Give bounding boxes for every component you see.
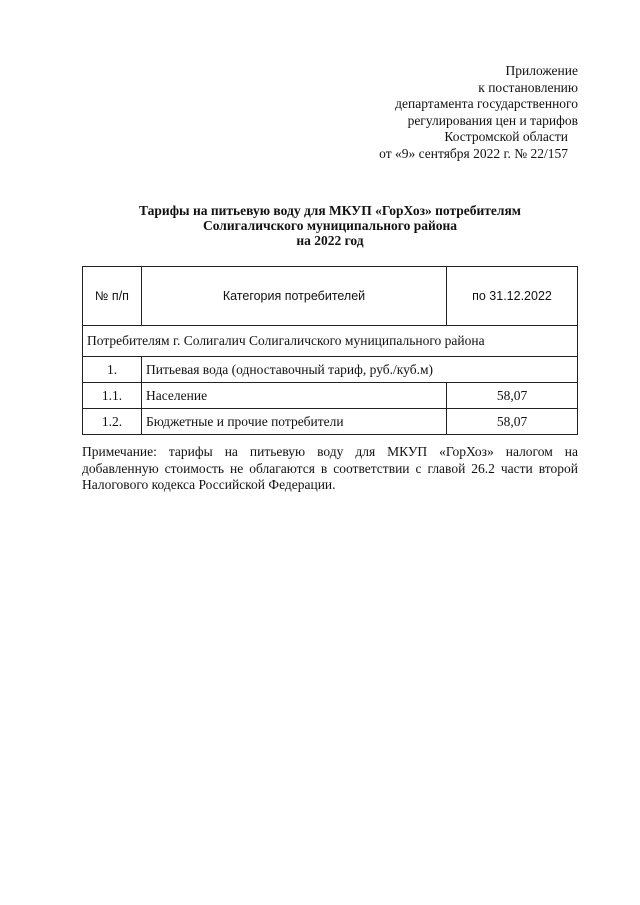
table-row [83, 383, 578, 409]
row-tariff: 58,07 [447, 383, 578, 409]
tariff-table [82, 266, 578, 435]
header-period: по 31.12.2022 [447, 267, 578, 326]
appendix-line: Приложение [505, 63, 578, 78]
table-section-row [83, 326, 578, 357]
row-number: 1.1. [83, 383, 142, 409]
document-title [82, 203, 578, 248]
appendix-line: Костромской области [444, 129, 568, 144]
row-tariff: 58,07 [447, 409, 578, 435]
appendix-line: департамента государственного [395, 96, 578, 111]
table-group-row [83, 357, 578, 383]
row-category: Бюджетные и прочие потребители [142, 409, 447, 435]
section-label: Потребителям г. Солигалич Солигаличского муниципального района [83, 326, 578, 357]
title-line: Солигаличского муниципального района [202, 218, 458, 233]
appendix-line: к постановлению [478, 79, 578, 95]
appendix-line: регулирования цен и тарифов [407, 112, 578, 128]
group-label: Питьевая вода (одноставочный тариф, руб./куб.м) [142, 357, 578, 383]
footnote: Примечание: тарифы на питьевую воду для МКУП «ГорХоз» налогом на добавленную стоимость не облагаются в соответствии с главой 26.2 части второй Налогового кодекса Российской Федерации. [82, 444, 578, 492]
table-header-row [83, 267, 578, 326]
row-number: 1.2. [83, 409, 142, 435]
row-category: Население [142, 383, 447, 409]
appendix-line: от «9» сентября 2022 г. № 22/157 [379, 145, 568, 161]
title-line: Тарифы на питьевую воду для МКУП «ГорХоз» потребителям [138, 203, 521, 218]
group-number: 1. [83, 357, 142, 383]
table-row [83, 409, 578, 435]
appendix-block [379, 63, 578, 162]
header-number: № п/п [83, 267, 142, 326]
header-category: Категория потребителей [142, 267, 447, 326]
title-line: на 2022 год [296, 233, 364, 248]
